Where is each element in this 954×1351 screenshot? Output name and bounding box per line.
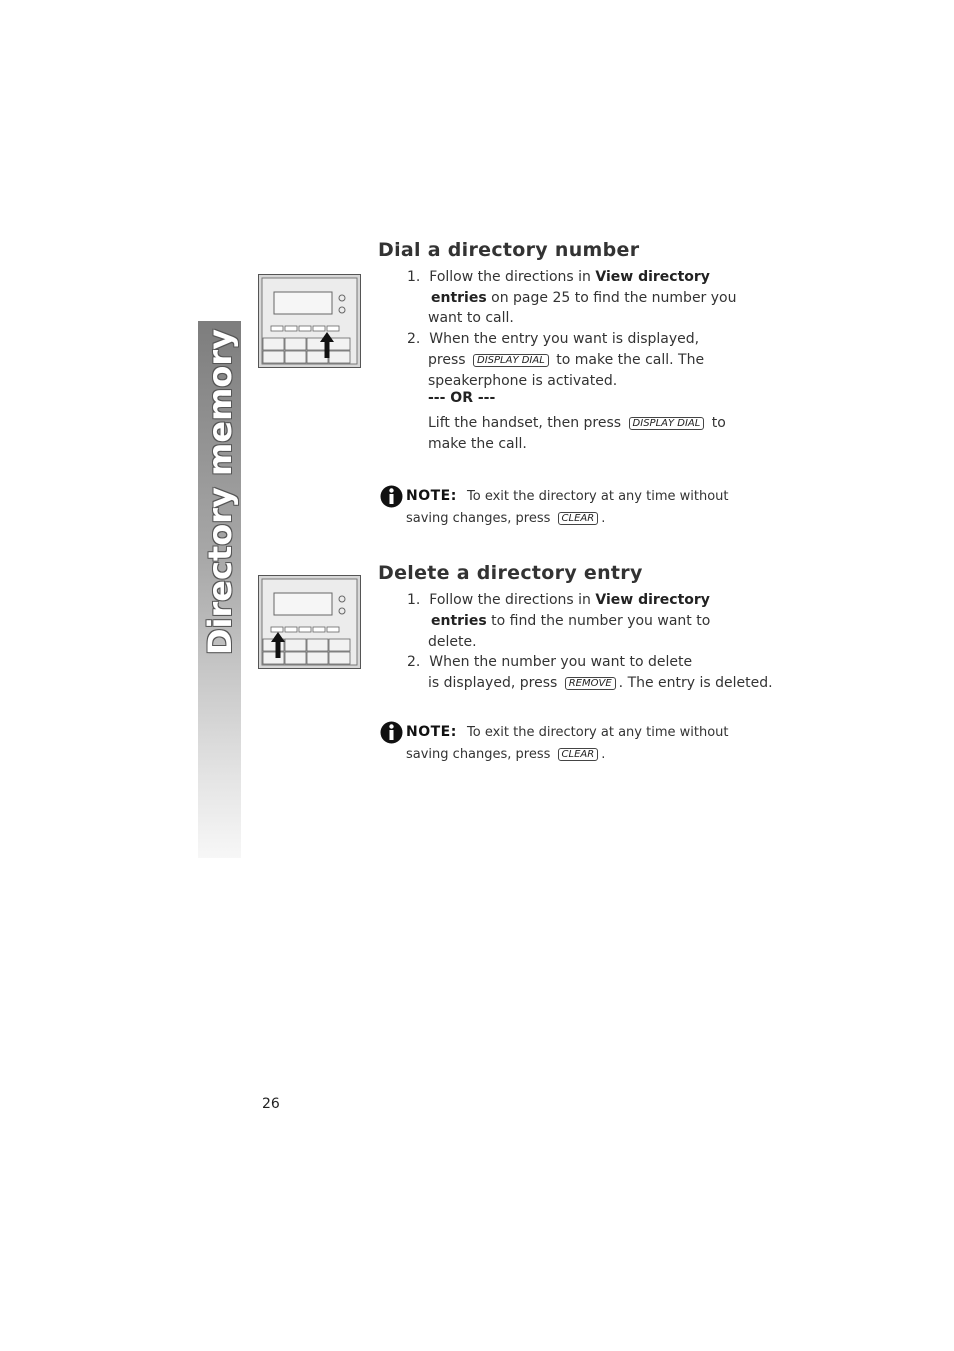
phone-base-illustration bbox=[258, 274, 361, 368]
display-dial-key: DISPLAY DIAL bbox=[473, 354, 549, 367]
step-2-dial-cont: press DISPLAY DIAL to make the call. The bbox=[428, 352, 705, 368]
info-icon bbox=[380, 485, 403, 508]
step-1-delete: 1. Follow the directions in View directory bbox=[407, 592, 710, 608]
step-2-dial-end: speakerphone is activated. bbox=[428, 373, 618, 389]
step-1-dial: 1. Follow the directions in View directory bbox=[407, 269, 710, 285]
section-heading-delete: Delete a directory entry bbox=[378, 562, 643, 584]
info-icon bbox=[380, 721, 403, 744]
arrow-up-icon bbox=[317, 332, 329, 344]
alt-instruction-end: make the call. bbox=[428, 436, 527, 452]
note-label: NOTE: bbox=[406, 724, 457, 740]
step-2-dial: 2. When the entry you want is displayed, bbox=[407, 331, 700, 347]
phone-base-illustration bbox=[258, 575, 361, 669]
section-heading-dial: Dial a directory number bbox=[378, 239, 640, 261]
note-label: NOTE: bbox=[406, 488, 457, 504]
step-2-delete: 2. When the number you want to delete bbox=[407, 654, 693, 670]
alt-instruction: Lift the handset, then press DISPLAY DIAL to bbox=[428, 415, 726, 431]
clear-key: CLEAR bbox=[558, 748, 599, 761]
step-1-delete-end: delete. bbox=[428, 634, 477, 650]
clear-key: CLEAR bbox=[558, 512, 599, 525]
page-number: 26 bbox=[262, 1096, 280, 1112]
note-text: To exit the directory at any time without bbox=[467, 725, 729, 740]
step-1-delete-cont: entries to find the number you want to bbox=[431, 613, 711, 629]
remove-key: REMOVE bbox=[565, 677, 616, 690]
display-dial-key: DISPLAY DIAL bbox=[629, 417, 705, 430]
note-text-cont: saving changes, press CLEAR . bbox=[406, 511, 606, 526]
side-tab-label: Directory memory bbox=[201, 328, 239, 655]
or-separator: --- OR --- bbox=[428, 390, 496, 406]
note-text: To exit the directory at any time without bbox=[467, 489, 729, 504]
note-text-cont: saving changes, press CLEAR . bbox=[406, 747, 606, 762]
step-1-dial-cont: entries on page 25 to find the number you bbox=[431, 290, 737, 306]
step-2-delete-cont: is displayed, press REMOVE . The entry is deleted. bbox=[428, 675, 773, 691]
step-1-dial-end: want to call. bbox=[428, 310, 514, 326]
